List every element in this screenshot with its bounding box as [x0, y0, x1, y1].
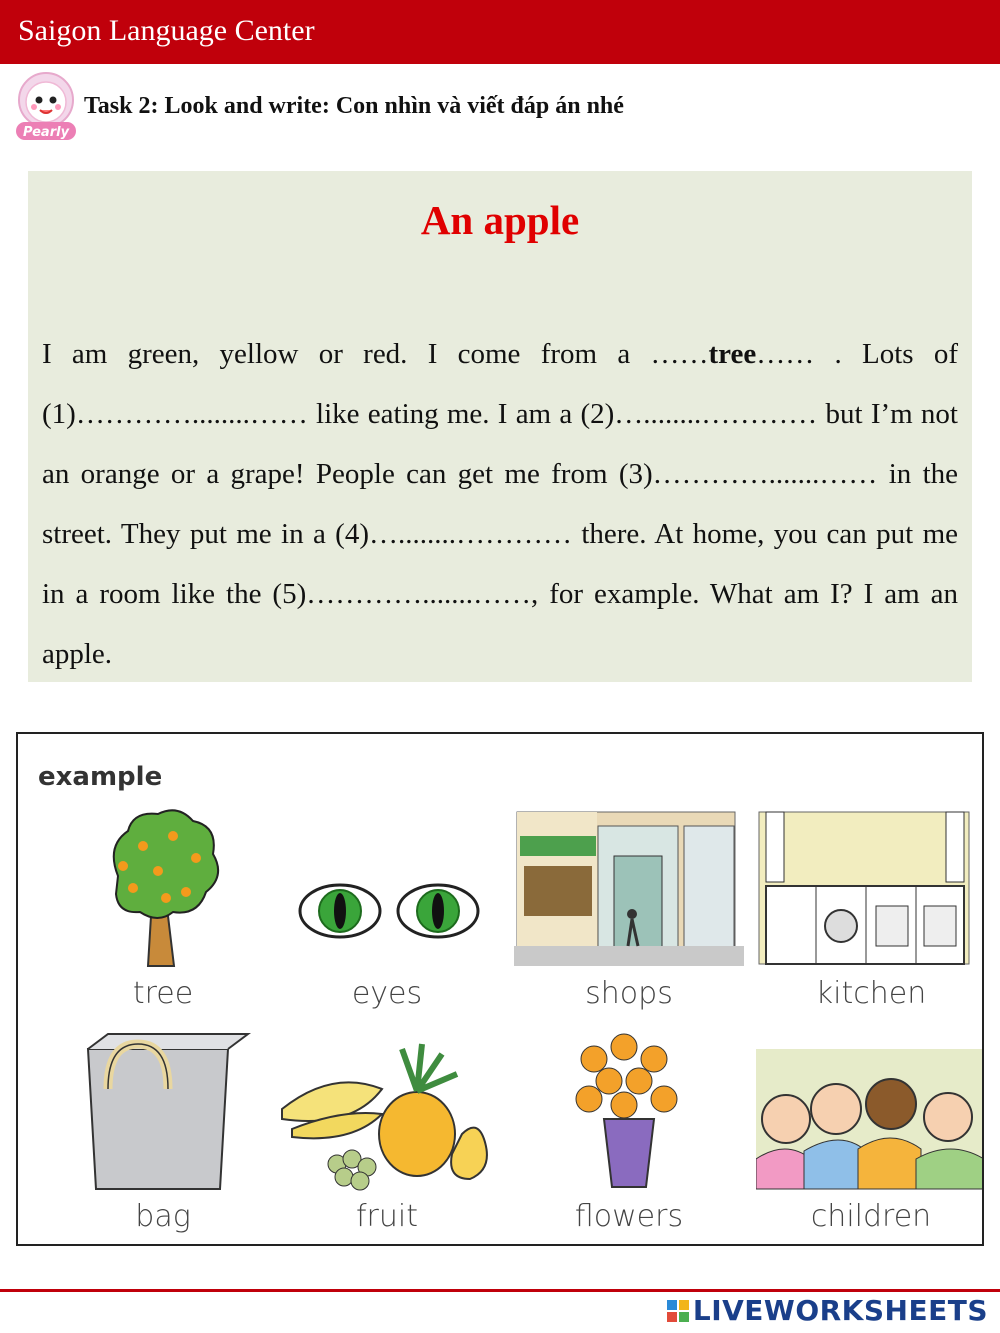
- shops-icon: [514, 796, 744, 976]
- story-text-part2: …… . Lots of (1)…………........…… like eating me. I am a (2)…........………… but I’m not an orange or a grape! People can get me from (3)………….......…… in the street. They put me in a (4)…........………… there. At home, you can put me in a room like the (5)………….......……, for example. What am I? I am an apple.: [42, 338, 958, 670]
- bag-icon: [48, 1019, 278, 1199]
- word-flowers: flowers: [574, 1199, 684, 1234]
- picture-kitchen: [756, 796, 984, 1026]
- word-shops: shops: [585, 976, 673, 1011]
- picture-shops: [514, 796, 744, 1026]
- task-instruction: Task 2: Look and write: Con nhìn và viết đáp án nhé: [84, 93, 624, 119]
- word-fruit: fruit: [355, 1199, 418, 1234]
- picture-eyes: [272, 796, 502, 1026]
- word-tree: tree: [132, 976, 194, 1011]
- pearly-logo: [6, 70, 86, 144]
- footer-divider: [0, 1289, 1000, 1292]
- liveworksheets-icon: [667, 1300, 689, 1322]
- children-icon: [756, 1019, 984, 1199]
- story-title: An apple: [420, 197, 580, 243]
- brand-label: LIVEWORKSHEETS: [692, 1294, 988, 1327]
- header-bar: [0, 0, 1000, 64]
- picture-word-bank: [16, 732, 984, 1246]
- word-kitchen: kitchen: [815, 976, 927, 1011]
- header-title: Saigon Language Center: [18, 14, 315, 47]
- flowers-icon: [514, 1019, 744, 1199]
- kitchen-icon: [756, 796, 984, 976]
- word-bag: bag: [135, 1199, 191, 1234]
- svg-text:Pearly: Pearly: [22, 125, 70, 140]
- picture-fruit: [272, 1019, 502, 1246]
- picture-tree: [48, 796, 278, 1026]
- example-answer: tree: [708, 338, 757, 370]
- example-label: example: [38, 762, 163, 792]
- word-eyes: eyes: [351, 976, 423, 1011]
- picture-bag: [48, 1019, 278, 1246]
- picture-children: [756, 1019, 984, 1246]
- word-children: children: [810, 1199, 932, 1234]
- fruit-icon: [272, 1019, 502, 1199]
- tree-icon: [48, 796, 278, 976]
- liveworksheets-brand[interactable]: [667, 1294, 988, 1327]
- story-text: [42, 324, 958, 684]
- picture-flowers: [514, 1019, 744, 1246]
- story-text-part1: I am green, yellow or red. I come from a ……: [42, 338, 709, 370]
- eyes-icon: [272, 796, 502, 976]
